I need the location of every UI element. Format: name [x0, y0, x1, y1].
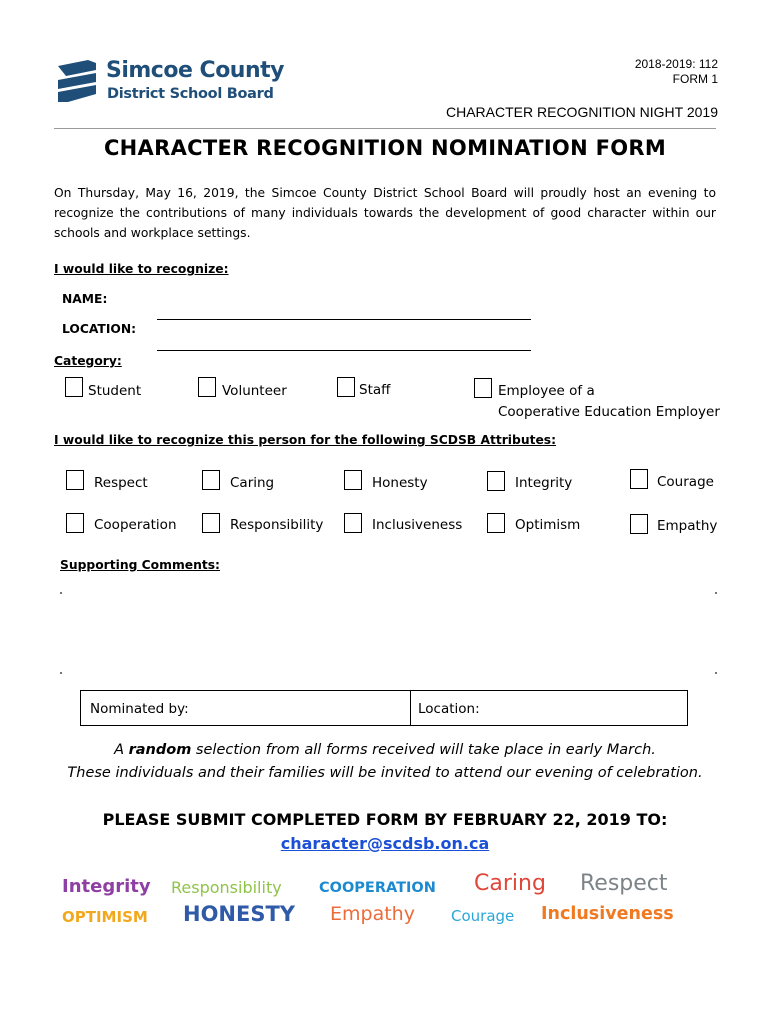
scdsb-logo-icon [58, 60, 96, 102]
category-staff-checkbox[interactable] [337, 377, 355, 397]
attribute-inclusiveness-label: Inclusiveness [372, 517, 463, 533]
category-volunteer-label: Volunteer [222, 383, 287, 399]
logo-title: Simcoe County [106, 58, 284, 83]
submit-instruction: PLEASE SUBMIT COMPLETED FORM BY FEBRUARY 22, 2019 TO: [102, 810, 668, 829]
attribute-courage-checkbox[interactable] [630, 469, 648, 489]
category-student-checkbox[interactable] [65, 377, 83, 397]
category-staff-label: Staff [359, 382, 391, 398]
banner-word-integrity: Integrity [62, 876, 151, 897]
corner-mark [60, 672, 62, 674]
attribute-empathy-checkbox[interactable] [630, 514, 648, 534]
note-text: selection from all forms received will take place in early March. [191, 742, 656, 758]
attribute-inclusiveness-checkbox[interactable] [344, 513, 362, 533]
comments-label: Supporting Comments: [60, 558, 220, 572]
attribute-empathy-label: Empathy [657, 518, 718, 534]
recognize-label: I would like to recognize: [54, 262, 229, 276]
comments-area[interactable] [60, 592, 717, 674]
attribute-integrity-label: Integrity [515, 475, 573, 491]
form-title: CHARACTER RECOGNITION NOMINATION FORM [103, 136, 667, 160]
attribute-courage-label: Courage [657, 474, 714, 490]
location-label: LOCATION: [62, 322, 137, 336]
category-volunteer-checkbox[interactable] [198, 377, 216, 397]
attribute-respect-checkbox[interactable] [66, 470, 84, 490]
category-employee-label: Employee of a [498, 383, 595, 399]
category-employee-label-line2: Cooperative Education Employer [498, 404, 720, 420]
banner-word-responsibility: Responsibility [171, 878, 282, 897]
attribute-optimism-label: Optimism [515, 517, 581, 533]
location-field[interactable] [157, 350, 531, 351]
category-student-label: Student [88, 383, 142, 399]
attribute-caring-label: Caring [230, 475, 275, 491]
name-field[interactable] [157, 319, 531, 320]
email-link[interactable]: character@scdsb.on.ca [280, 834, 490, 853]
form-number: FORM 1 [672, 72, 718, 86]
attribute-cooperation-checkbox[interactable] [66, 513, 84, 533]
attribute-optimism-checkbox[interactable] [487, 513, 505, 533]
event-name: CHARACTER RECOGNITION NIGHT 2019 [445, 104, 718, 120]
banner-word-optimism: OPTIMISM [62, 908, 148, 926]
attribute-responsibility-label: Responsibility [230, 517, 324, 533]
banner-word-empathy: Empathy [330, 903, 415, 925]
form-code [635, 57, 718, 87]
logo-subtitle: District School Board [107, 86, 274, 102]
invitation-note: These individuals and their families will be invited to attend our evening of celebration. [67, 765, 703, 781]
name-label: NAME: [62, 292, 108, 306]
nomination-table [80, 690, 688, 726]
category-employee-checkbox[interactable] [474, 378, 492, 398]
attribute-honesty-checkbox[interactable] [344, 470, 362, 490]
attribute-honesty-label: Honesty [372, 475, 428, 491]
attribute-cooperation-label: Cooperation [94, 517, 177, 533]
header-divider [54, 128, 716, 129]
corner-mark [715, 592, 717, 594]
corner-mark [715, 672, 717, 674]
banner-word-respect: Respect [580, 871, 668, 896]
category-label: Category: [54, 354, 122, 368]
intro-paragraph: On Thursday, May 16, 2019, the Simcoe County District School Board will proudly host an evening to recognize the contributions of many individuals towards the development of good character within our schools and workplace settings. [54, 186, 716, 240]
banner-word-courage: Courage [451, 907, 515, 925]
note-emphasis: random [128, 742, 192, 758]
attribute-integrity-checkbox[interactable] [487, 471, 505, 491]
nomination-location-label[interactable]: Location: [418, 701, 480, 717]
banner-word-honesty: HONESTY [183, 902, 296, 926]
selection-note [0, 742, 770, 758]
attribute-responsibility-checkbox[interactable] [202, 513, 220, 533]
banner-word-cooperation: COOPERATION [319, 880, 436, 896]
table-divider [410, 691, 411, 725]
nominated-by-label[interactable]: Nominated by: [90, 701, 189, 717]
attributes-label: I would like to recognize this person for the following SCDSB Attributes: [54, 433, 557, 447]
banner-word-inclusiveness: Inclusiveness [541, 904, 674, 924]
form-year-code: 2018-2019: 112 [634, 57, 718, 71]
note-text: A [114, 742, 129, 758]
attribute-caring-checkbox[interactable] [202, 470, 220, 490]
attribute-respect-label: Respect [94, 475, 148, 491]
banner-word-caring: Caring [474, 871, 546, 896]
corner-mark [60, 592, 62, 594]
